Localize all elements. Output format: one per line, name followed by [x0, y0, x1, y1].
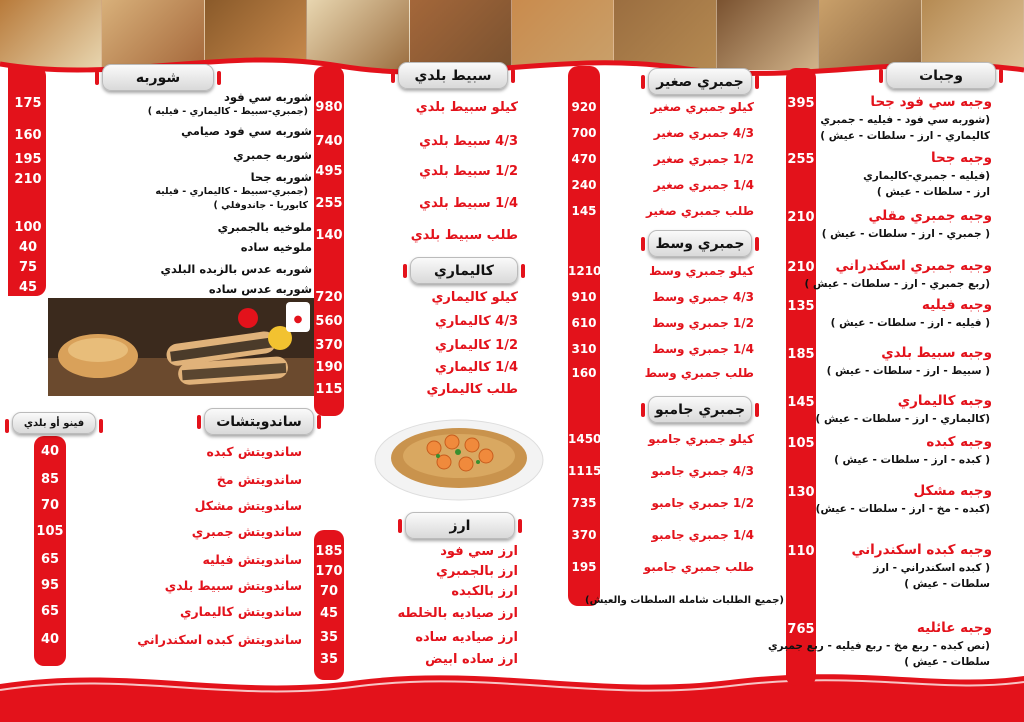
sandwich-item-price: 85 [40, 472, 60, 487]
sandwich-item-name: ساندويتش مشكل [194, 498, 302, 513]
mid-item-price: 255 [315, 196, 343, 211]
wajabat-item-name: وجبه جمبري مقلي [868, 208, 992, 224]
sandwich-item-name: ساندويتش سبيط بلدي [164, 578, 302, 593]
wajabat-item-desc: (كبده - مخ - ارز - سلطات - عيش) [815, 503, 990, 515]
sandwiches-title: ساندويتشات [204, 408, 314, 435]
wajabat-item-price: 145 [787, 395, 815, 410]
wajabat-item-name: وجبه سبيط بلدي [881, 345, 992, 361]
wajabat-item-desc: ( سبيط - ارز - سلطات - عيش ) [826, 365, 990, 377]
mid-item-price: 190 [315, 360, 343, 375]
wajabat-item-desc2: ارز - سلطات - عيش ) [876, 186, 990, 198]
mid-item-price: 980 [315, 100, 343, 115]
wajabat-item-desc: ( جمبري - ارز - سلطات - عيش ) [821, 228, 990, 240]
shrimp-item-name: 1/2 جمبري صغير [653, 152, 754, 166]
shrimp-item-price: 1450 [568, 432, 602, 446]
soup-item-desc2: كابوريا - جاندوفلي ) [213, 200, 308, 211]
wajabat-item-price: 210 [787, 260, 815, 275]
mid-item-name: 1/4 سبيط بلدي [419, 196, 518, 211]
mid-item-name: 1/2 كاليماري [435, 338, 518, 353]
mid-item-name: كيلو كاليماري [431, 290, 518, 305]
soup-item-price: 75 [18, 260, 38, 275]
mid-item-name: 1/4 كاليماري [435, 360, 518, 375]
sandwich-item-name: ساندويتش جمبري [191, 524, 302, 539]
mid-item-price: 45 [319, 606, 339, 621]
svg-text:●: ● [293, 314, 303, 325]
mid-item-price: 115 [315, 382, 343, 397]
mid-item-name: ارز صياديه ساده [415, 630, 518, 645]
wajabat-item-name: وجبه كبده اسكندراني [851, 542, 992, 558]
wajabat-item-desc: ( كبده - ارز - سلطات - عيش ) [834, 454, 990, 466]
soup-item-name: شوربه عدس بالزبده البلدي [160, 262, 312, 276]
wajabat-item-desc: (كاليماري - ارز - سلطات - عيش ) [815, 413, 990, 425]
shrimp-item-price: 735 [571, 496, 597, 510]
mid-item-name: طلب كاليماري [426, 382, 518, 397]
shrimp-item-price: 920 [571, 100, 597, 114]
shrimp-item-name: 4/3 جمبري صغير [653, 126, 754, 140]
sandwich-item-price: 70 [40, 498, 60, 513]
shrimp-item-price: 700 [571, 126, 597, 140]
shrimp-item-price: 160 [571, 366, 597, 380]
sandwich-item-name: ساندويتش فيليه [202, 552, 302, 567]
shrimp-item-name: طلب جمبري جامبو [643, 560, 754, 574]
wajabat-item-price: 255 [787, 152, 815, 167]
calamari-title: كاليماري [410, 257, 518, 284]
soup-item-name: شوربه جحا [250, 170, 312, 184]
sandwich-item-name: ساندويتش كبده اسكندراني [137, 632, 302, 647]
wajabat-item-desc: ( كبده اسكندراني - ارز [873, 562, 990, 574]
sandwich-item-price: 40 [40, 444, 60, 459]
shrimp-item-name: 1/4 جمبري صغير [653, 178, 754, 192]
shrimp-item-price: 240 [571, 178, 597, 192]
mid-item-price: 170 [315, 564, 343, 579]
wajabat-item-price: 395 [787, 96, 815, 111]
soup-item-price: 195 [14, 152, 42, 167]
soup-item-price: 45 [18, 280, 38, 295]
wajabat-item-desc: (ربع جمبري - ارز - سلطات - عيش ) [804, 278, 990, 290]
soup-item-price: 210 [14, 172, 42, 187]
wajabat-item-desc: (نص كبده - ربع مخ - ربع فيليه - ربع جمبري [767, 640, 990, 652]
mid-item-name: ارز صياديه بالخلطه [397, 606, 518, 621]
wajabat-item-price: 110 [787, 544, 815, 559]
shrimp-small-title: جمبري صغير [648, 68, 752, 95]
mid-item-name: طلب سبيط بلدي [410, 228, 518, 243]
wajabat-item-name: وجبه مشكل [913, 483, 992, 499]
wajabat-title: وجبات [886, 62, 996, 89]
mid-item-price: 35 [319, 652, 339, 667]
mid-item-price: 370 [315, 338, 343, 353]
wajabat-item-price: 210 [787, 210, 815, 225]
sandwich-item-price: 40 [40, 632, 60, 647]
soup-item-price: 175 [14, 96, 42, 111]
squid-title: سبيط بلدي [398, 62, 508, 89]
bottom-wave-decoration [0, 664, 1024, 722]
soup-item-price: 40 [18, 240, 38, 255]
shrimp-item-name: 1/2 جمبري وسط [652, 316, 754, 330]
shrimp-item-name: طلب جمبري وسط [644, 366, 754, 380]
shrimp-rice-plate-image [374, 412, 544, 502]
shrimp-jumbo-title: جمبري جامبو [648, 396, 752, 423]
mid-item-name: ارز سي فود [440, 544, 518, 559]
soup-item-name: شوربه سي فود [223, 90, 312, 104]
wajabat-item-desc: ( فيليه - ارز - سلطات - عيش ) [830, 317, 990, 329]
wajabat-item-desc2: سلطات - عيش ) [904, 656, 990, 668]
shrimp-item-name: 4/3 جمبري جامبو [651, 464, 754, 478]
wajabat-item-name: وجبه فيليه [921, 297, 992, 313]
soup-item-desc: (جمبري-سبيط - كاليماري - فيليه [155, 186, 308, 197]
wajabat-item-desc: (شوربه سي فود - فيليه - جمبري [820, 114, 990, 126]
soup-item-name: شوربه جمبري [233, 148, 312, 162]
shrimp-item-name: كيلو جمبري وسط [649, 264, 754, 278]
mid-item-price: 35 [319, 630, 339, 645]
sandwich-item-name: ساندويتش كاليماري [180, 604, 302, 619]
sandwich-item-price: 65 [40, 604, 60, 619]
wajabat-item-price: 185 [787, 347, 815, 362]
mid-item-price: 185 [315, 544, 343, 559]
wajabat-item-price: 130 [787, 485, 815, 500]
shrimp-item-name: كيلو جمبري جامبو [648, 432, 754, 446]
mid-item-name: ارز بالجمبري [436, 564, 518, 579]
mid-item-name: ارز بالكبده [451, 584, 518, 599]
sandwich-photo [48, 298, 314, 396]
soup-item-name: ملوخيه ساده [240, 240, 312, 254]
shrimp-item-price: 470 [571, 152, 597, 166]
bread-choice-note: فينو أو بلدي [12, 412, 96, 434]
soup-item-price: 100 [14, 220, 42, 235]
shrimp-price-bar [568, 66, 600, 606]
mid-item-price: 560 [315, 314, 343, 329]
soup-item-name: شوربه عدس ساده [208, 282, 312, 296]
soup-item-desc: (جمبري-سبيط - كاليماري - فيليه ) [147, 106, 308, 117]
shrimp-item-name: طلب جمبري صغير [645, 204, 754, 218]
wajabat-item-desc2: سلطات - عيش ) [904, 578, 990, 590]
sandwich-item-price: 65 [40, 552, 60, 567]
rice-title: ارز [405, 512, 515, 539]
wajabat-item-price: 765 [787, 622, 815, 637]
mid-item-price: 140 [315, 228, 343, 243]
mid-item-name: كيلو سبيط بلدي [415, 100, 518, 115]
shrimp-item-name: 1/4 جمبري جامبو [651, 528, 754, 542]
wajabat-item-name: وجبه عائليه [916, 620, 992, 636]
shrimp-item-name: كيلو جمبري صغير [650, 100, 754, 114]
soup-item-name: شوربه سي فود صيامي [181, 124, 312, 138]
mid-item-price: 740 [315, 134, 343, 149]
shrimp-item-price: 370 [571, 528, 597, 542]
shrimp-item-price: 145 [571, 204, 597, 218]
wajabat-item-name: وجبه كاليماري [897, 393, 992, 409]
shrimp-item-price: 195 [571, 560, 597, 574]
soup-title: شوربه [102, 64, 214, 91]
mid-item-price: 720 [315, 290, 343, 305]
shrimp-item-name: 1/2 جمبري جامبو [651, 496, 754, 510]
wajabat-item-desc2: كاليماري - ارز - سلطات - عيش ) [820, 130, 990, 142]
shrimp-item-price: 910 [571, 290, 597, 304]
wajabat-item-name: وجبه جحا [930, 150, 992, 166]
soup-item-name: ملوخيه بالجمبري [217, 220, 312, 234]
mid-item-price: 495 [315, 164, 343, 179]
shrimp-item-price: 310 [571, 342, 597, 356]
wajabat-item-name: وجبه كبده [926, 434, 992, 450]
shrimp-item-price: 1115 [568, 464, 602, 478]
shrimp-item-name: 4/3 جمبري وسط [652, 290, 754, 304]
soup-item-price: 160 [14, 128, 42, 143]
mid-item-name: 1/2 سبيط بلدي [419, 164, 518, 179]
shrimp-item-price: 610 [571, 316, 597, 330]
shrimp-item-price: 1210 [568, 264, 602, 278]
orders-note: (جميع الطلبات شامله السلطات والعيش) [585, 595, 784, 606]
mid-item-name: 4/3 سبيط بلدي [419, 134, 518, 149]
mid-item-name: ارز ساده ابيض [425, 652, 518, 667]
sandwich-item-name: ساندويتش كبده [206, 444, 302, 459]
sandwich-item-name: ساندويتش مخ [216, 472, 302, 487]
wajabat-item-price: 135 [787, 299, 815, 314]
shrimp-item-name: 1/4 جمبري وسط [652, 342, 754, 356]
mid-item-price: 70 [319, 584, 339, 599]
sandwich-item-price: 105 [36, 524, 64, 539]
wajabat-item-name: وجبه جمبري اسكندراني [835, 258, 992, 274]
sandwich-item-price: 95 [40, 578, 60, 593]
mid-item-name: 4/3 كاليماري [435, 314, 518, 329]
wajabat-item-price: 105 [787, 436, 815, 451]
wajabat-item-desc: (فيليه - جمبري-كاليماري [863, 170, 990, 182]
wajabat-item-name: وجبه سي فود جحا [870, 94, 992, 110]
shrimp-medium-title: جمبري وسط [648, 230, 752, 257]
